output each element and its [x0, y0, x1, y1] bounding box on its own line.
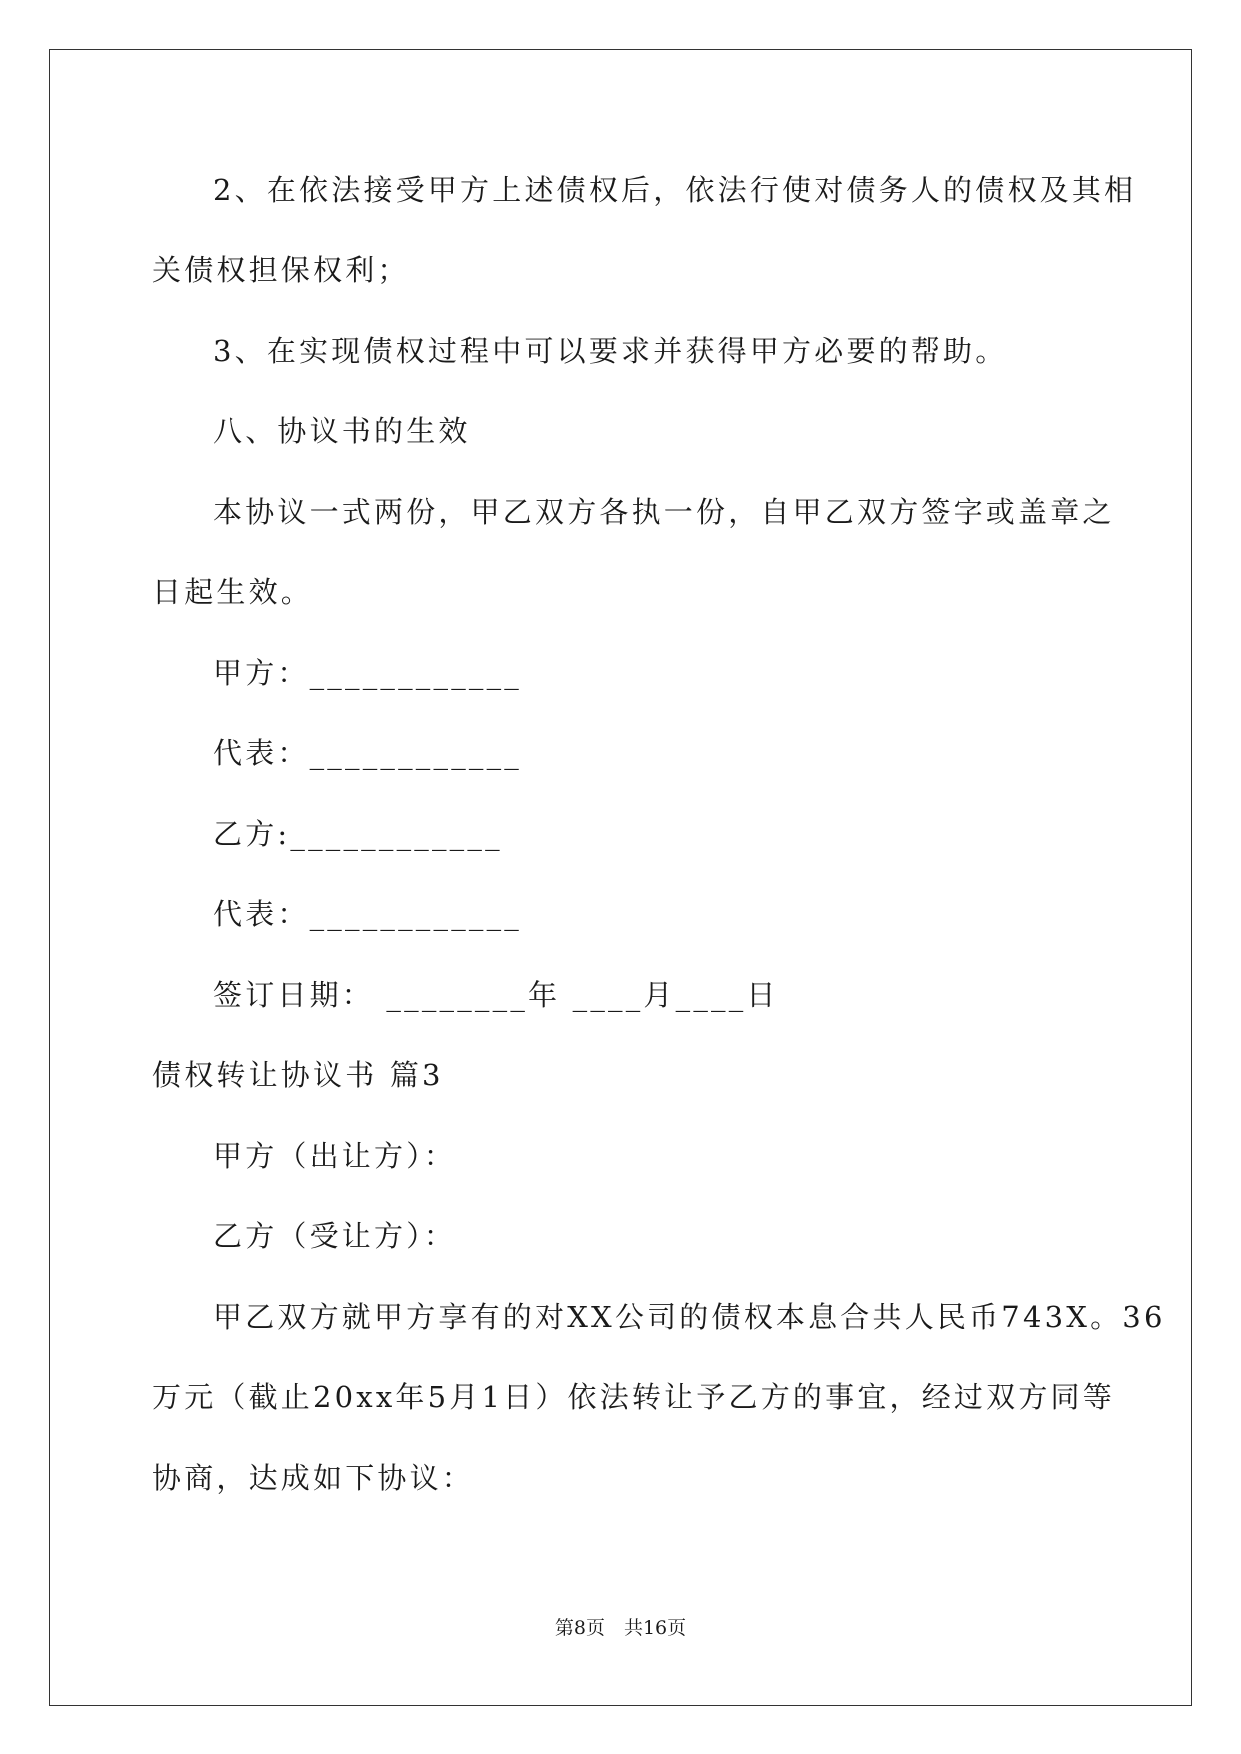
- paragraph-line: 本协议一式两份，甲乙双方各执一份，自甲乙双方签字或盖章之: [213, 495, 1115, 529]
- paragraph-line: 3、在实现债权过程中可以要求并获得甲方必要的帮助。: [213, 334, 1008, 368]
- paragraph-line: 关债权担保权利；: [152, 253, 410, 287]
- paragraph-line: 万元（截止20xx年5月1日）依法转让予乙方的事宜，经过双方同等: [152, 1380, 1115, 1414]
- paragraph-line: 协商，达成如下协议：: [152, 1461, 475, 1495]
- paragraph-line: 日起生效。: [152, 575, 314, 609]
- document-title: 债权转让协议书 篇3: [152, 1058, 444, 1092]
- signature-party-b: 乙方:____________: [213, 817, 503, 851]
- section-heading: 八、协议书的生效: [213, 414, 471, 448]
- paragraph-line: 甲乙双方就甲方享有的对XX公司的债权本息合共人民币743X。36: [213, 1300, 1166, 1334]
- signature-representative-a: 代表：____________: [213, 736, 523, 770]
- paragraph-line: 2、在依法接受甲方上述债权后，依法行使对债务人的债权及其相: [213, 173, 1137, 207]
- party-a-label: 甲方（出让方）：: [213, 1139, 457, 1173]
- page-border: [49, 49, 1192, 1706]
- party-b-label: 乙方（受让方）：: [213, 1219, 457, 1253]
- page-number: 第8页 共16页: [554, 1617, 687, 1639]
- signing-date: 签订日期： ________年 ____月____日: [213, 978, 779, 1012]
- signature-party-a: 甲方：____________: [213, 656, 523, 690]
- signature-representative-b: 代表：____________: [213, 897, 523, 931]
